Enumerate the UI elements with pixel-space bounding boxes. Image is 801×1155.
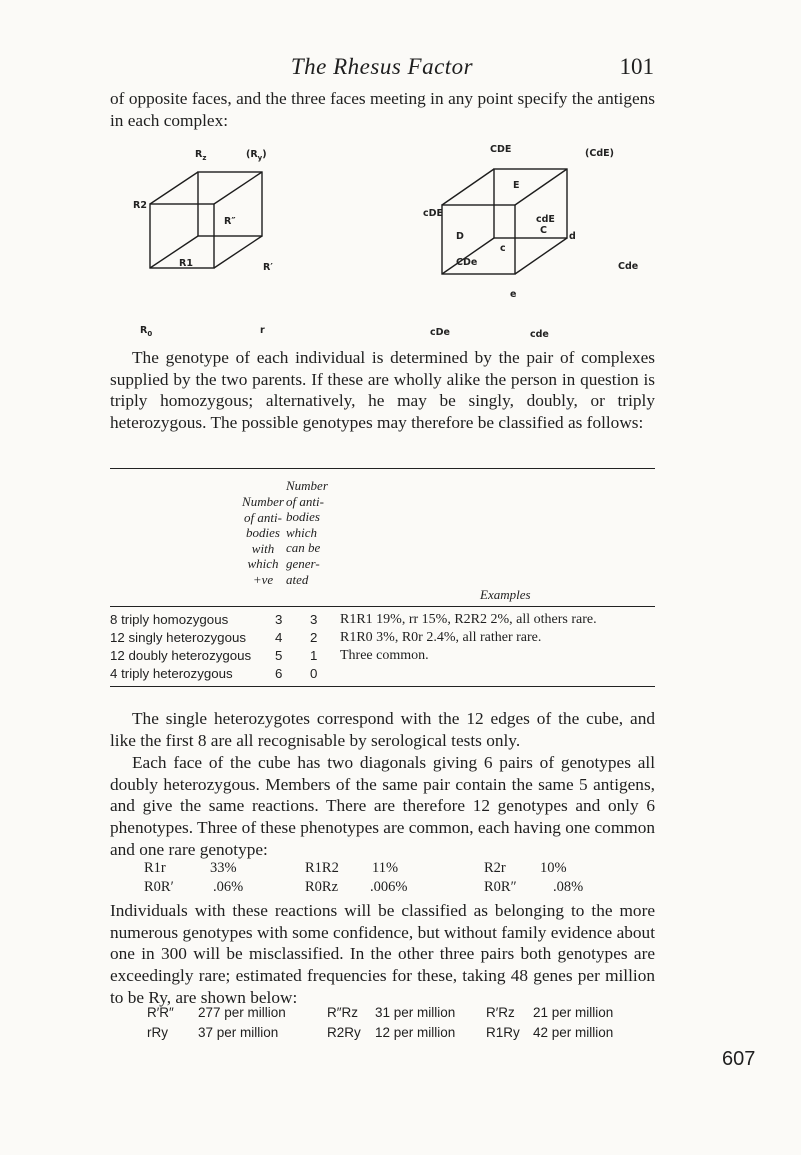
col1-header-line: bodies [246,525,280,541]
rare-frequency: 21 per million [533,1005,614,1020]
cube2-label-face-left: D [456,231,464,242]
rare-genotype: R0R′ [144,879,174,895]
col1-header-line: with [251,540,275,556]
common-genotype: R1r [144,860,166,876]
rare-frequency: 31 per million [375,1005,456,1020]
cube2-label-inner-c: c [500,243,506,254]
row-count-with: 4 [275,630,283,645]
row-examples: R1R0 3%, R0r 2.4%, all rather rare. [340,630,542,645]
rare-frequency: .08% [553,879,584,895]
common-genotype: R1R2 [305,860,339,876]
cube2-label-face-back: C [540,225,547,236]
cube1-label-top-left: $R_z$ [195,149,207,162]
cube2-label-bottom-left: cDe [430,327,450,338]
row-label: 8 triply homozygous [110,612,229,627]
genotype-paragraph-text: The genotype of each individual is determined by the pair of complexes supplied by the two parents. If these are wholly alike the person in question is triply homozygous; alternatively, he may be singly, doubly, or triply heterozygous. The possible genotypes may therefore be classified as follows: [110,348,655,433]
cube-diagrams [110,140,655,345]
cube2-label-top-right: (CdE) [585,148,614,159]
cube1-label-inner-left: R1 [179,258,193,269]
running-title: The Rhesus Factor [290,54,474,79]
row-examples: R1R1 19%, rr 15%, R2R2 2%, all others rare. [340,612,597,627]
row-label: 4 triply heterozygous [110,666,233,681]
rare-genotype: R1Ry [486,1025,520,1040]
table-bottom-rule [110,686,655,687]
rare-genotype: R2Ry [327,1025,361,1040]
cube1-label-bottom-left: $R_0$ [140,325,153,338]
rare-frequency: 37 per million [198,1025,279,1040]
rare-genotype: R0Rz [305,879,339,895]
table-col2-header [286,478,346,587]
row-count-generated: 3 [310,612,318,627]
face-paragraph-text: Each face of the cube has two diagonals giving 6 pairs of genotypes all doubly heterozygous. Members of the same pair contain the same 5 antigens, and give the same reactions. There are therefore 12 genotypes and only 6 phenotypes. Three of these phenotypes are common, each having one common and one rare genotype: [110,753,655,859]
row-count-with: 5 [275,648,283,663]
cube2-label-bottom-right: cde [530,329,549,340]
single-paragraph-text: The single heterozygotes correspond with the 12 edges of the cube, and like the first 8 are all recognisable by serological tests only. [110,709,655,750]
row-count-generated: 2 [310,630,318,645]
col2-header-line: which [286,524,318,540]
page-number: 101 [619,54,654,79]
rare-genotype: R′R″ [147,1005,174,1020]
row-count-with: 6 [275,666,283,681]
cube-genotypes [150,172,262,268]
col1-header-line: which [247,556,279,572]
col2-header-line: bodies [286,509,320,525]
row-label: 12 singly heterozygous [110,630,247,645]
table-header-rule [110,606,655,607]
row-label: 12 doubly heterozygous [110,648,252,663]
genotype-paragraph [110,347,655,434]
row-count-generated: 1 [310,648,318,663]
single-heterozygote-paragraph [110,708,655,751]
rare-frequency: 12 per million [375,1025,456,1040]
individuals-paragraph: Individuals with these reactions will be classified as belonging to the more numerous genotypes with some confidence, but without family evidence about one in 300 will be misclassified. In the other three pairs both genotypes are exceedingly rare; estimated frequencies for these, taking 48 genes per million to be Ry, are shown below: [110,901,655,1007]
col2-header-line: gener- [286,555,320,571]
rare-frequency: .006% [370,879,408,895]
table-row [110,630,655,648]
col1-header-line: of anti- [244,509,282,525]
cube2-label-top-left: CDE [490,144,512,155]
cube2-label-face-bottom: e [510,289,517,300]
col1-header-line: Number [242,494,284,509]
folio-number: 607 [722,1048,756,1070]
common-genotype: R2r [484,860,506,876]
row-examples: Three common. [340,648,429,663]
table-row [110,612,655,630]
rare-genotype: rRy [147,1025,168,1040]
common-frequency: 11% [372,860,399,876]
intro-paragraph: of opposite faces, and the three faces meeting in any point specify the antigens in each complex: [110,89,655,130]
cube2-label-face-top: E [513,180,520,191]
cube2-label-inner-mid: cdE [536,214,555,225]
rare-genotype: R0R″ [484,879,517,895]
rare-frequency: 277 per million [198,1005,286,1020]
cube2-label-inner-bottom-left: CDe [456,257,478,268]
cube1-label-right: R′ [263,262,273,273]
common-frequency: 10% [540,860,567,876]
table-top-rule [110,468,655,469]
table-row [110,666,655,684]
face-diagonals-paragraph [110,752,655,861]
table-examples-header: Examples [480,587,531,602]
col2-header-line: Number [286,478,328,493]
cube1-label-top-right: $(R_y)$ [246,149,267,162]
col2-header-line: can be [286,540,321,556]
common-frequency: 33% [210,860,237,876]
running-header [110,54,654,84]
row-count-generated: 0 [310,666,318,681]
col1-header-line: +ve [252,571,274,587]
table-col1-header [236,494,290,588]
rare-genotype: R′Rz [486,1005,515,1020]
cube1-label-inner-top: R″ [224,216,236,227]
rare-frequency: .06% [213,879,244,895]
cube2-label-right: Cde [618,261,639,272]
cube2-label-face-right: d [569,231,576,242]
cube1-label-bottom-right: r [260,325,265,336]
row-count-with: 3 [275,612,283,627]
rare-genotype: R″Rz [327,1005,359,1020]
cube2-label-upper-left: cDE [423,208,444,219]
cube1-label-upper-left: R2 [133,200,147,211]
col2-header-line: of anti- [286,493,324,509]
table-row [110,648,655,666]
rare-frequency: 42 per million [533,1025,614,1040]
col2-header-line: ated [286,571,309,587]
